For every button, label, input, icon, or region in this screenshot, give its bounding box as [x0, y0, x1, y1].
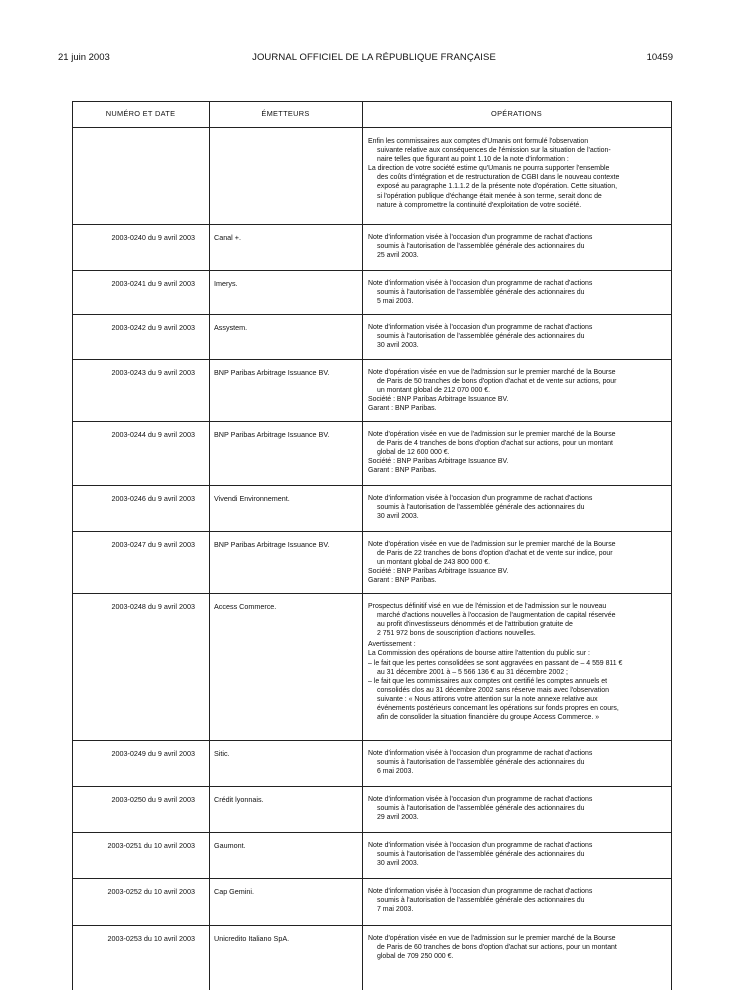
cell-emetteur: BNP Paribas Arbitrage Issuance BV. [214, 430, 330, 439]
numero-text: 2003-0251 du 10 avril 2003 [107, 841, 195, 850]
row-divider [72, 359, 672, 360]
row-divider [72, 878, 672, 879]
cell-numero [72, 279, 209, 288]
row-divider [72, 531, 672, 532]
operation-line: Note d'information visée à l'occasion d'un programme de rachat d'actions [368, 842, 593, 849]
cell-emetteur: Canal +. [214, 233, 241, 242]
operation-line: global de 709 250 000 €. [377, 953, 454, 961]
operation-line: Note d'information visée à l'occasion d'un programme de rachat d'actions [368, 796, 593, 803]
operation-line: soumis à l'autorisation de l'assemblée générale des actionnaires du [377, 851, 585, 859]
operation-line: soumis à l'autorisation de l'assemblée générale des actionnaires du [377, 805, 585, 813]
column-header-numero: NUMÉRO ET DATE [105, 109, 176, 118]
operation-line: des coûts d'intégration et de restructuration de CGBI dans le nouveau contexte [377, 174, 620, 182]
cell-operations [368, 540, 666, 585]
cell-emetteur: BNP Paribas Arbitrage Issuance BV. [214, 368, 330, 377]
operation-line: 30 avril 2003. [377, 513, 419, 521]
cell-numero [72, 841, 209, 850]
operation-line: un montant global de 212 070 000 €. [377, 387, 491, 395]
cell-numero [72, 494, 209, 503]
operation-line: Note d'information visée à l'occasion d'un programme de rachat d'actions [368, 280, 593, 287]
numero-text: 2003-0242 du 9 avril 2003 [111, 323, 195, 332]
operation-line: – le fait que les commissaires aux comptes ont certifié les comptes annuels et [368, 677, 608, 685]
operation-line: de Paris de 22 tranches de bons d'option d'achat et de vente sur indice, pour [377, 550, 613, 558]
row-divider [72, 786, 672, 787]
operation-line: soumis à l'autorisation de l'assemblée générale des actionnaires du [377, 243, 585, 251]
numero-text: 2003-0248 du 9 avril 2003 [111, 602, 195, 611]
operation-line: suivante relative aux conséquences de l'émission sur la situation de l'action- [377, 147, 611, 155]
operation-line: un montant global de 243 800 000 €. [377, 559, 491, 567]
cell-numero [72, 934, 209, 943]
operation-line: naire telles que figurant au point 1.10 de la note d'information : [377, 156, 569, 164]
cell-operations [368, 494, 666, 521]
cell-numero [72, 602, 209, 611]
operation-line: Note d'opération visée en vue de l'admission sur le premier marché de la Bourse [368, 935, 616, 942]
table-border-top [72, 101, 672, 102]
cell-emetteur: Imerys. [214, 279, 238, 288]
operation-line: nature à compromettre la continuité d'exploitation de votre société. [377, 201, 582, 209]
cell-emetteur: Crédit lyonnais. [214, 795, 264, 804]
operation-line: 30 avril 2003. [377, 342, 419, 350]
cell-numero [72, 233, 209, 242]
operation-line: Note d'information visée à l'occasion d'un programme de rachat d'actions [368, 234, 593, 241]
operation-line: suivante : « Nous attirons votre attention sur la note annexe relative aux [377, 695, 598, 703]
column-divider-2 [362, 101, 363, 990]
operation-line: afin de consolider la situation financière du groupe Access Commerce. » [377, 714, 600, 722]
operation-line: 29 avril 2003. [377, 814, 419, 822]
operation-line: Note d'information visée à l'occasion d'un programme de rachat d'actions [368, 750, 593, 757]
operation-line: Prospectus définitif visé en vue de l'émission et de l'admission sur le nouveau [368, 603, 607, 610]
cell-numero [72, 887, 209, 896]
numero-text: 2003-0247 du 9 avril 2003 [111, 540, 195, 549]
table-border-right [671, 101, 672, 990]
column-header-operations: OPÉRATIONS [491, 109, 542, 118]
operation-line: soumis à l'autorisation de l'assemblée générale des actionnaires du [377, 504, 585, 512]
cell-numero [72, 323, 209, 332]
numero-text: 2003-0240 du 9 avril 2003 [111, 233, 195, 242]
operation-line: Garant : BNP Paribas. [368, 577, 437, 585]
column-divider-1 [209, 101, 210, 990]
operation-line: soumis à l'autorisation de l'assemblée générale des actionnaires du [377, 759, 585, 767]
header-date: 21 juin 2003 [58, 52, 110, 63]
operation-line: soumis à l'autorisation de l'assemblée générale des actionnaires du [377, 897, 585, 905]
numero-text: 2003-0246 du 9 avril 2003 [111, 494, 195, 503]
numero-text: 2003-0241 du 9 avril 2003 [111, 279, 195, 288]
row-divider [72, 485, 672, 486]
operation-line: Note d'opération visée en vue de l'admission sur le premier marché de la Bourse [368, 541, 616, 548]
operations-table [72, 101, 672, 990]
cell-emetteur: Unicredito Italiano SpA. [214, 934, 290, 943]
numero-text: 2003-0244 du 9 avril 2003 [111, 430, 195, 439]
operation-line: marché d'actions nouvelles à l'occasion de l'augmentation de capital réservée [377, 612, 616, 620]
cell-operations [368, 887, 666, 914]
operation-line: Note d'opération visée en vue de l'admission sur le premier marché de la Bourse [368, 369, 616, 376]
row-divider [72, 224, 672, 225]
header-divider [72, 127, 672, 128]
operation-line: Garant : BNP Paribas. [368, 467, 437, 475]
operation-line: 2 751 972 bons de souscription d'actions nouvelles. [377, 630, 536, 638]
row-divider [72, 925, 672, 926]
cell-operations [368, 279, 666, 306]
cell-emetteur: Assystem. [214, 323, 248, 332]
cell-emetteur: Cap Gemini. [214, 887, 254, 896]
row-divider [72, 270, 672, 271]
cell-emetteur: Gaumont. [214, 841, 246, 850]
cell-numero [72, 795, 209, 804]
operation-line: si l'opération publique d'échange était menée à son terme, serait donc de [377, 192, 602, 200]
row-divider [72, 314, 672, 315]
operation-line: au 31 décembre 2001 à – 5 566 136 € au 31 décembre 2002 ; [377, 668, 568, 676]
cell-operations [368, 602, 666, 722]
operation-line: Enfin les commissaires aux comptes d'Umanis ont formulé l'observation [368, 138, 589, 145]
operation-line: 7 mai 2003. [377, 906, 414, 914]
operation-line: 30 avril 2003. [377, 860, 419, 868]
row-divider [72, 832, 672, 833]
operation-line: global de 12 600 000 €. [377, 449, 450, 457]
cell-numero [72, 430, 209, 439]
operation-line: 5 mai 2003. [377, 298, 414, 306]
cell-operations [368, 841, 666, 868]
operation-line: 6 mai 2003. [377, 768, 414, 776]
operation-line: Note d'information visée à l'occasion d'un programme de rachat d'actions [368, 495, 593, 502]
page-header [0, 52, 748, 66]
operation-line: exposé au paragraphe 1.1.1.2 de la présente note d'opération. Cette situation, [377, 183, 618, 191]
operation-line: – le fait que les pertes consolidées se sont aggravées en passant de – 4 559 811 € [368, 659, 623, 667]
operation-line: soumis à l'autorisation de l'assemblée générale des actionnaires du [377, 289, 585, 297]
operation-line: de Paris de 4 tranches de bons d'option d'achat sur actions, pour un montant [377, 440, 613, 448]
operation-line: soumis à l'autorisation de l'assemblée générale des actionnaires du [377, 333, 585, 341]
operation-line: Note d'information visée à l'occasion d'un programme de rachat d'actions [368, 324, 593, 331]
row-divider [72, 740, 672, 741]
operation-line: Garant : BNP Paribas. [368, 405, 437, 413]
numero-text: 2003-0249 du 9 avril 2003 [111, 749, 195, 758]
operation-line: La Commission des opérations de bourse attire l'attention du public sur : [368, 650, 590, 658]
row-divider [72, 421, 672, 422]
page-number: 10459 [646, 52, 673, 63]
operation-line: au profit d'investisseurs dénommés et de l'attribution gratuite de [377, 621, 573, 629]
operation-line: Note d'opération visée en vue de l'admission sur le premier marché de la Bourse [368, 431, 616, 438]
cell-numero [72, 749, 209, 758]
numero-text: 2003-0252 du 10 avril 2003 [107, 887, 195, 896]
operation-line: Société : BNP Paribas Arbitrage Issuance BV. [368, 396, 509, 404]
cell-operations [368, 323, 666, 350]
numero-text: 2003-0253 du 10 avril 2003 [107, 934, 195, 943]
cell-operations [368, 233, 666, 260]
cell-numero [72, 136, 209, 145]
cell-numero [72, 368, 209, 377]
operation-line: de Paris de 50 tranches de bons d'option d'achat et de vente sur actions, pour [377, 378, 617, 386]
operation-line: Avertissement : [368, 641, 416, 649]
cell-operations [368, 934, 666, 961]
cell-operations [368, 430, 666, 475]
cell-emetteur: Vivendi Environnement. [214, 494, 290, 503]
operation-line: de Paris de 60 tranches de bons d'option d'achat sur actions, pour un montant [377, 944, 617, 952]
cell-operations [368, 795, 666, 822]
operation-line: 25 avril 2003. [377, 252, 419, 260]
row-divider [72, 593, 672, 594]
operation-line: Société : BNP Paribas Arbitrage Issuance BV. [368, 458, 509, 466]
cell-emetteur: Access Commerce. [214, 602, 277, 611]
operation-line: consolidés clos au 31 décembre 2002 sans réserve mais avec l'observation [377, 686, 609, 694]
cell-operations [368, 749, 666, 776]
operation-line: La direction de votre société estime qu'Umanis ne pourra supporter l'ensemble [368, 165, 610, 173]
operation-line: événements postérieurs concernant les opérations sur fonds propres en cours, [377, 705, 619, 713]
cell-emetteur: BNP Paribas Arbitrage Issuance BV. [214, 540, 330, 549]
numero-text: 2003-0250 du 9 avril 2003 [111, 795, 195, 804]
journal-title: JOURNAL OFFICIEL DE LA RÉPUBLIQUE FRANÇAISE [252, 52, 496, 63]
cell-operations [368, 137, 666, 210]
cell-emetteur: Sitic. [214, 749, 230, 758]
operation-line: Note d'information visée à l'occasion d'un programme de rachat d'actions [368, 888, 593, 895]
numero-text: 2003-0243 du 9 avril 2003 [111, 368, 195, 377]
operation-line: Société : BNP Paribas Arbitrage Issuance BV. [368, 568, 509, 576]
cell-numero [72, 540, 209, 549]
cell-operations [368, 368, 666, 413]
column-header-emetteurs: ÉMETTEURS [261, 109, 310, 118]
